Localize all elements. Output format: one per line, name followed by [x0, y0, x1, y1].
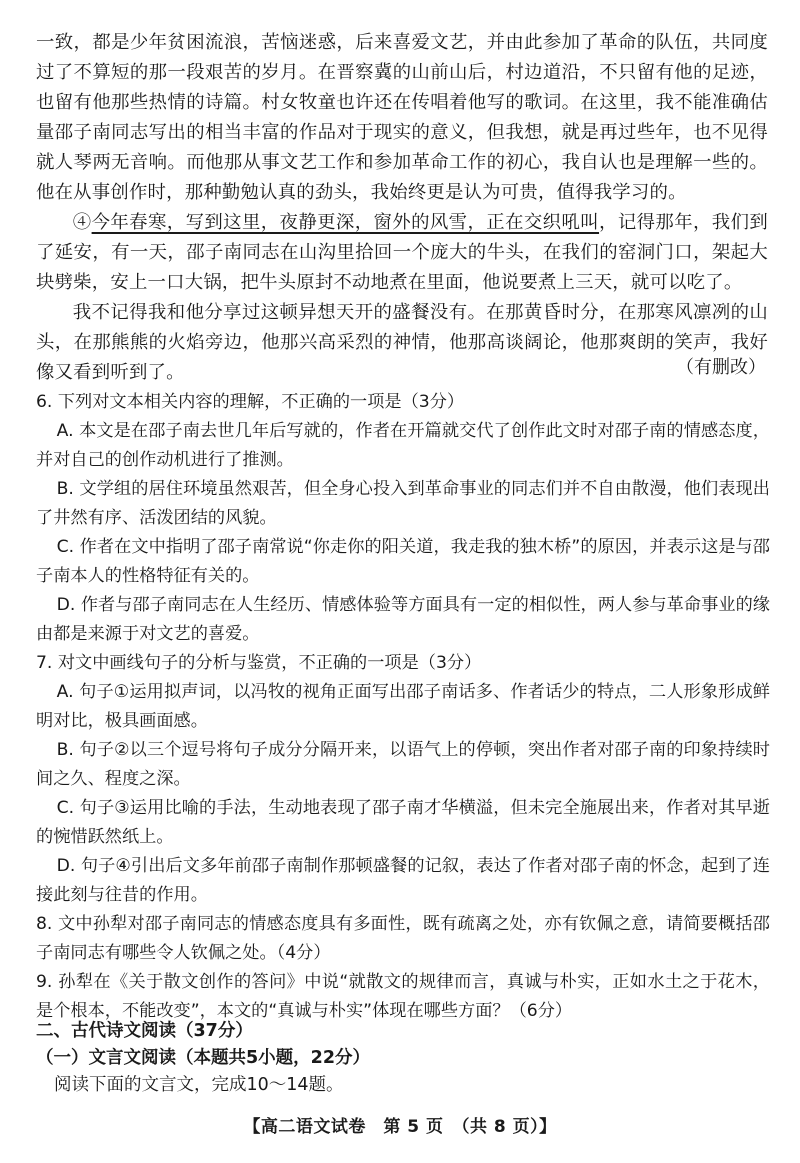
section-instruction: 阅读下面的文言文，完成10～14题。 [54, 1075, 344, 1095]
sentence-marker-4: ④ [72, 212, 92, 233]
question-7-option-b: B. 句子②以三个逗号将句子成分分隔开来，以语气上的停顿，突出作者对邵子南的印象持续时间之久、程度之深。 [36, 740, 770, 789]
source-note: （有删改） [676, 357, 766, 378]
question-6-option-d: D. 作者与邵子南同志在人生经历、情感体验等方面具有一定的相似性，两人参与革命事业的缘由都是来源于对文艺的喜爱。 [36, 595, 770, 644]
reading-passage [36, 28, 768, 388]
subsection-heading [36, 1045, 770, 1071]
question-8: 8. 文中孙犁对邵子南同志的情感态度具有多面性，既有疏离之处，亦有钦佩之意，请简要概括邵子南同志有哪些令人钦佩之处。（4分） [36, 914, 770, 963]
question-6-option-c: C. 作者在文中指明了邵子南常说“你走你的阳关道，我走我的独木桥”的原因，并表示这是与邵子南本人的性格特征有关的。 [36, 537, 770, 586]
page-footer: 【高二语文试卷 第 5 页 （共 8 页）】 [243, 1117, 557, 1137]
section-2-heading [36, 1018, 770, 1044]
question-7-option-c: C. 句子③运用比喻的手法，生动地表现了邵子南才华横溢，但未完全施展出来，作者对其早逝的惋惜跃然纸上。 [36, 798, 770, 847]
section-2-title: 二、古代诗文阅读（37分） [36, 1021, 253, 1041]
passage-paragraph-1: 一致，都是少年贫困流浪，苦恼迷惑，后来喜爱文艺，并由此参加了革命的队伍，共同度过了不算短的那一段艰苦的岁月。在晋察冀的山前山后，村边道沿，不只留有他的足迹，也留有他那些热情的诗篇。村女牧童也许还在传唱着他写的歌词。在这里，我不能准确估量邵子南同志写出的相当丰富的作品对于现实的意义，但我想，就是再过些年，也不见得就人琴两无音响。而他那从事文艺工作和参加革命工作的初心，我自认也是理解一些的。他在从事创作时，那种勤勉认真的劲头，我始终更是认为可贵，值得我学习的。 [36, 32, 768, 203]
question-7-option-d: D. 句子④引出后文多年前邵子南制作那顿盛餐的记叙，表达了作者对邵子南的怀念，起到了连接此刻与往昔的作用。 [36, 856, 770, 905]
passage-paragraph-2 [36, 208, 768, 298]
question-6-option-a: A. 本文是在邵子南去世几年后写就的，作者在开篇就交代了创作此文时对邵子南的情感态度，并对自己的创作动机进行了推测。 [36, 421, 770, 470]
questions-block [36, 388, 770, 1026]
question-7-stem: 7. 对文中画线句子的分析与鉴赏，不正确的一项是（3分） [36, 653, 482, 673]
question-6-option-b: B. 文学组的居住环境虽然艰苦，但全身心投入到革命事业的同志们并不自由散漫，他们表现出了井然有序、活泼团结的风貌。 [36, 479, 770, 528]
passage-paragraph-2-rest: ，记得那年，我们到了延安，有一天，邵子南同志在山沟里拾回一个庞大的牛头，在我们的窑洞门口，架起大块劈柴，安上一口大锅，把牛头原封不动地煮在里面，他说要煮上三天，就可以吃了。 [36, 212, 768, 293]
passage-paragraph-3: 我不记得我和他分享过这顿异想天开的盛餐没有。在那黄昏时分，在那寒风凛冽的山头，在那熊熊的火焰旁边，他那兴高采烈的神情，他那高谈阔论，他那爽朗的笑声，我好像又看到听到了。 [36, 302, 768, 383]
question-7-option-a: A. 句子①运用拟声词，以冯牧的视角正面写出邵子南话多、作者话少的特点，二人形象形成鲜明对比，极具画面感。 [36, 682, 770, 731]
question-6-stem: 6. 下列对文本相关内容的理解，不正确的一项是（3分） [36, 392, 465, 412]
section-2-subtitle: （一）文言文阅读（本题共5小题，22分） [36, 1048, 371, 1068]
question-9: 9. 孙犁在《关于散文创作的答问》中说“就散文的规律而言，真诚与朴实，正如水土之于花木，是个根本，不能改变”，本文的“真诚与朴实”体现在哪些方面？（6分） [36, 972, 770, 1021]
underlined-sentence-4: 今年春寒，写到这里，夜静更深，窗外的风雪，正在交织吼叫 [91, 212, 600, 233]
